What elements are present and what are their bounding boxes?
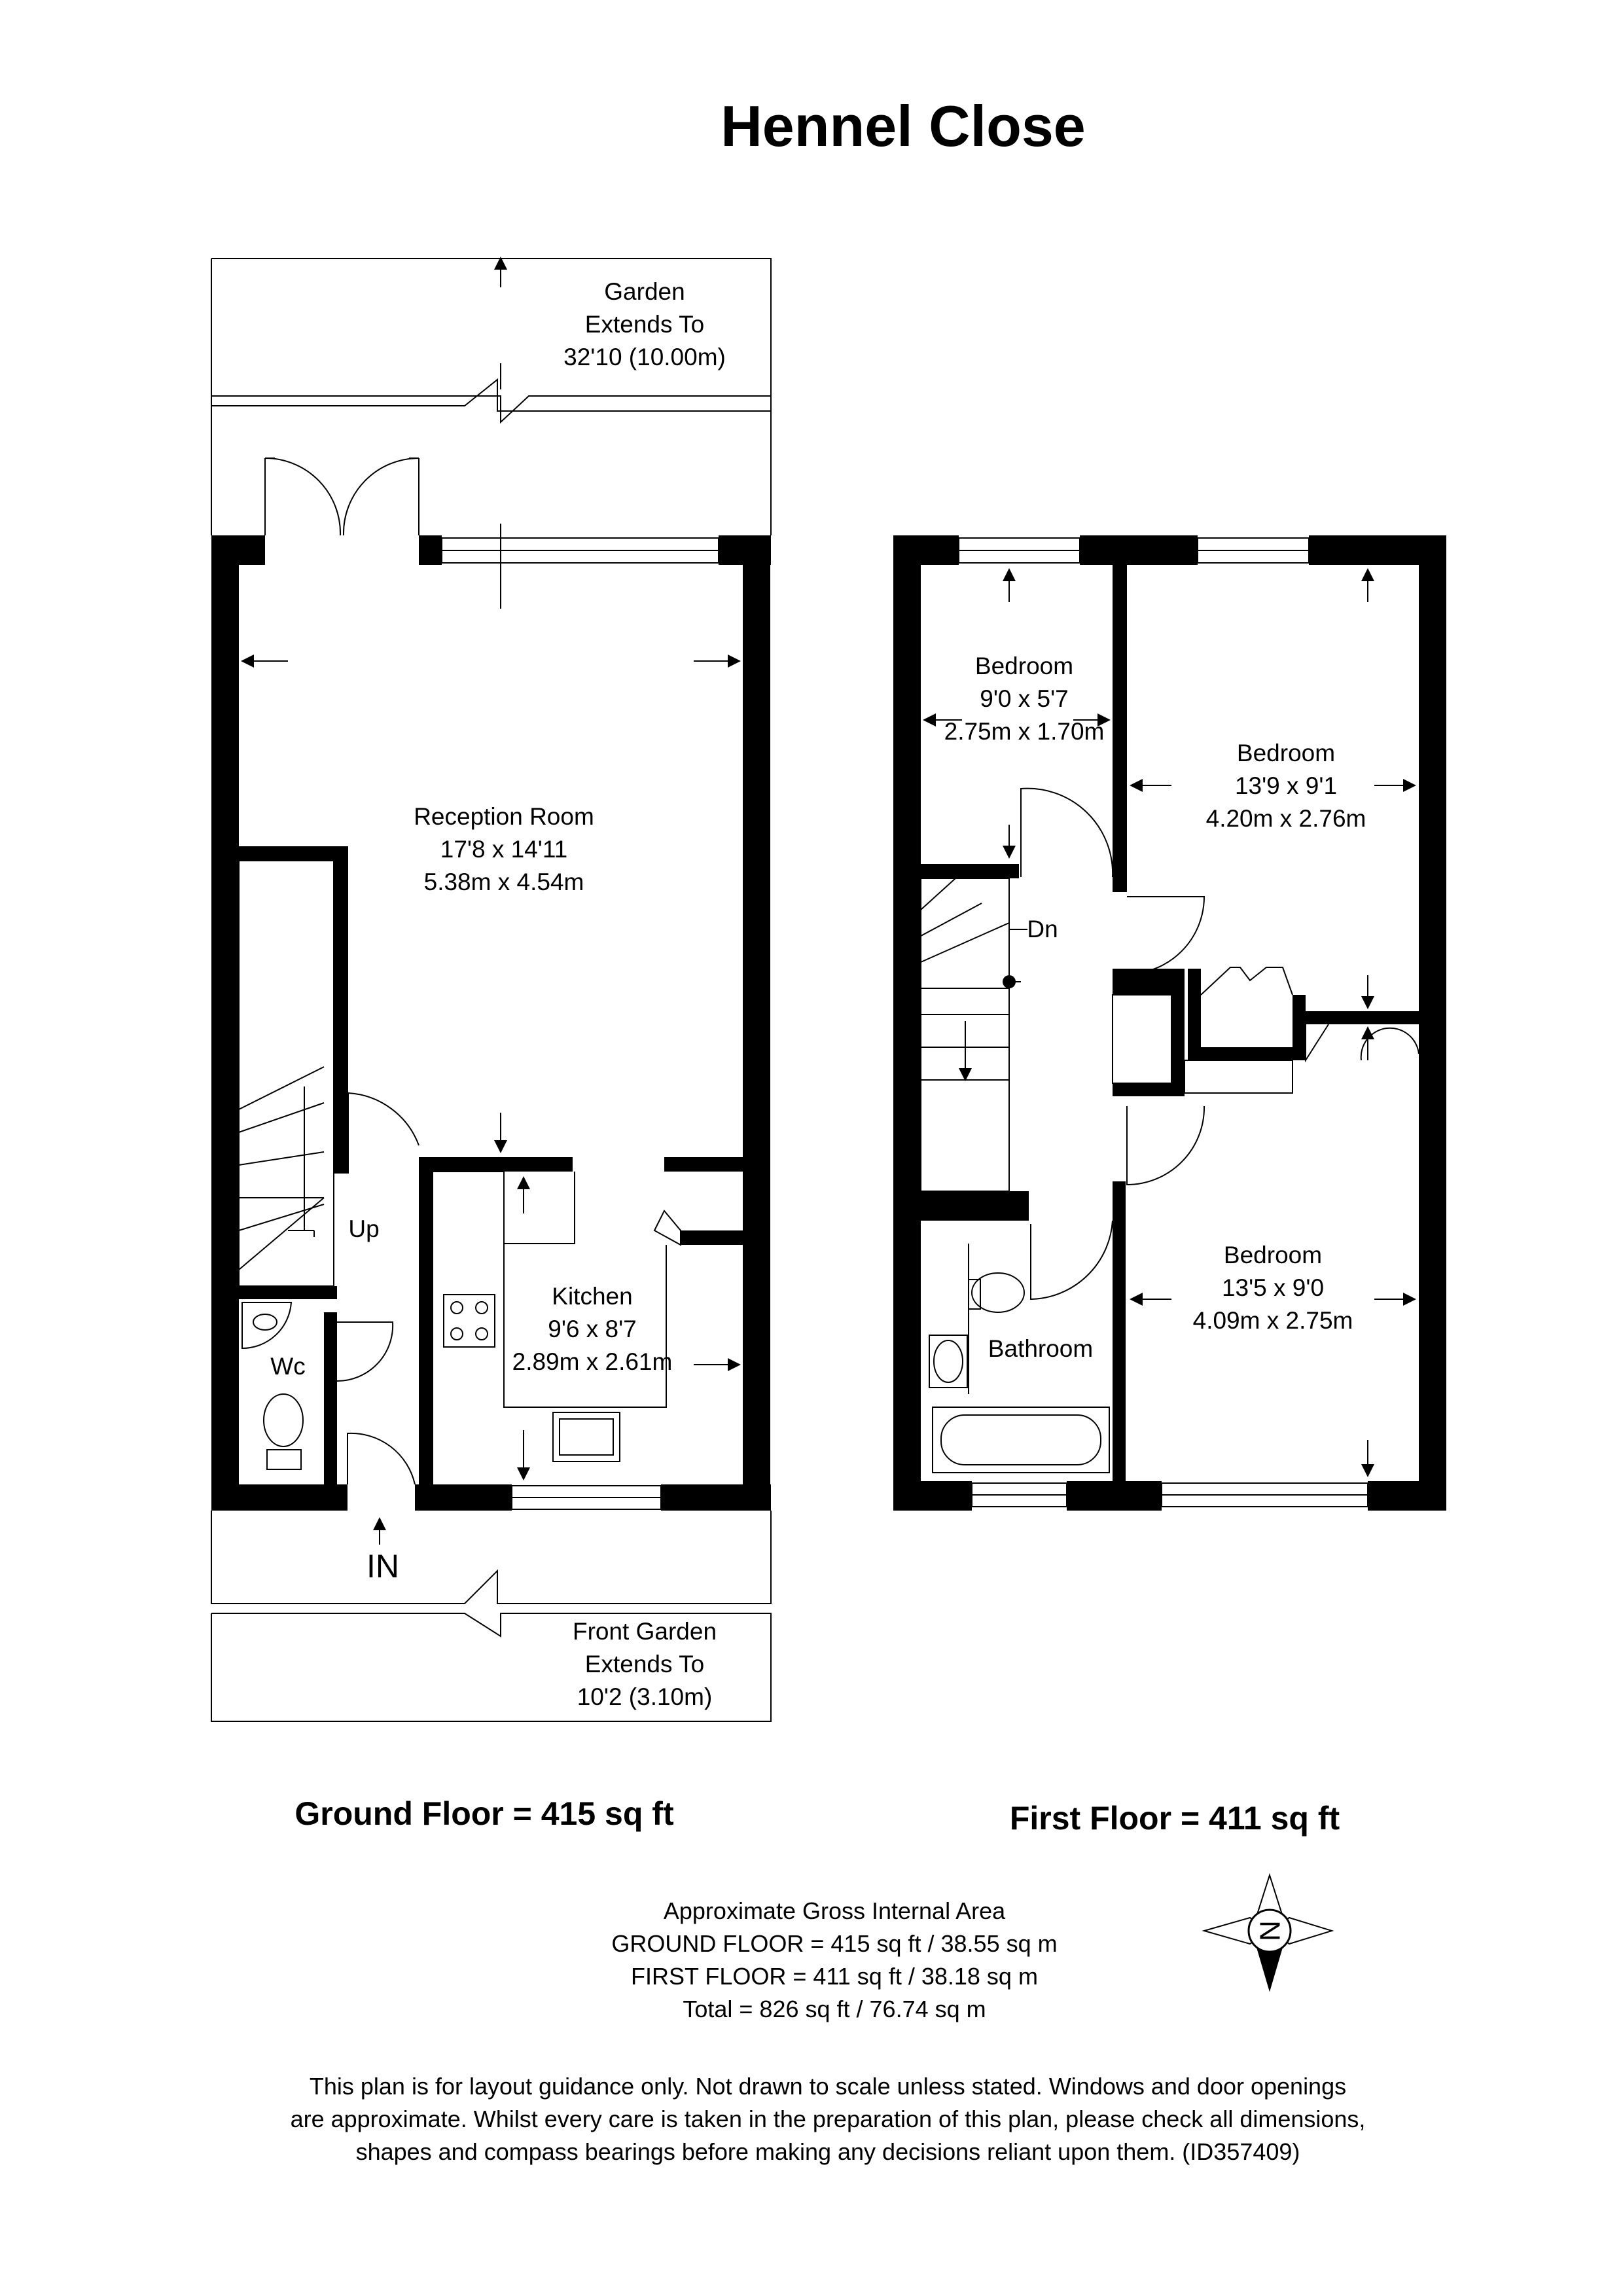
- area-summary-first: FIRST FLOOR = 411 sq ft / 38.18 sq m: [631, 1963, 1038, 1990]
- ground-floor-area: Ground Floor = 415 sq ft: [294, 1795, 674, 1832]
- first-floor: [893, 535, 1446, 1511]
- stairs-up-label: Up: [348, 1215, 380, 1242]
- area-summary: [611, 1897, 1057, 2022]
- bedroom-rear-label: Bedroom: [1236, 740, 1336, 766]
- bedroom-small-label: Bedroom: [974, 653, 1074, 679]
- first-floor-area: First Floor = 411 sq ft: [1009, 1800, 1340, 1837]
- front-garden-dimensions: 10'2 (3.10m): [577, 1683, 713, 1710]
- stairs-down: [921, 878, 1027, 1191]
- bedroom-front-label: Bedroom: [1223, 1242, 1323, 1268]
- area-summary-title: Approximate Gross Internal Area: [663, 1897, 1006, 1924]
- area-summary-ground: GROUND FLOOR = 415 sq ft / 38.55 sq m: [611, 1930, 1058, 1957]
- entrance-label: IN: [366, 1548, 399, 1585]
- front-garden-extends: Extends To: [584, 1651, 705, 1677]
- compass-letter: N: [1253, 1920, 1286, 1941]
- reception-room-metric: 5.38m x 4.54m: [423, 869, 584, 895]
- reception-room-imperial: 17'8 x 14'11: [440, 836, 568, 863]
- stairs-up: [239, 861, 334, 1286]
- disclaimer: [291, 2073, 1366, 2165]
- kitchen-metric: 2.89m x 2.61m: [512, 1348, 673, 1375]
- garden-label-extends: Extends To: [584, 311, 705, 338]
- reception-room-label: Reception Room: [414, 803, 594, 830]
- disclaimer-line-2: are approximate. Whilst every care is taken in the preparation of this plan, please check all dimensions,: [290, 2106, 1366, 2132]
- stairs-down-label: Dn: [1027, 916, 1058, 942]
- kitchen-imperial: 9'6 x 8'7: [548, 1316, 637, 1342]
- disclaimer-line-1: This plan is for layout guidance only. Not drawn to scale unless stated. Windows and door openings: [309, 2073, 1347, 2100]
- area-summary-total: Total = 826 sq ft / 76.74 sq m: [683, 1996, 986, 2022]
- bedroom-small-imperial: 9'0 x 5'7: [980, 685, 1069, 712]
- garden-area: [211, 258, 771, 535]
- bedroom-rear-imperial: 13'9 x 9'1: [1234, 772, 1338, 799]
- ground-floor: [211, 258, 771, 1721]
- wc-fixtures: [242, 1302, 306, 1469]
- wc-label: Wc: [270, 1353, 306, 1380]
- kitchen-label: Kitchen: [552, 1283, 633, 1310]
- bedroom-front-imperial: 13'5 x 9'0: [1221, 1274, 1325, 1301]
- bathroom-label: Bathroom: [988, 1335, 1094, 1362]
- bedroom-rear-metric: 4.20m x 2.76m: [1205, 805, 1366, 832]
- disclaimer-line-3: shapes and compass bearings before making any decisions reliant upon them. (ID357409): [355, 2138, 1300, 2165]
- plan-title: Hennel Close: [721, 94, 1086, 158]
- front-garden-label: Front Garden: [572, 1618, 717, 1645]
- compass-rose-icon: [1204, 1875, 1332, 1990]
- garden-dimensions: 32'10 (10.00m): [563, 344, 726, 370]
- bedroom-small-metric: 2.75m x 1.70m: [944, 718, 1105, 745]
- bedroom-front-metric: 4.09m x 2.75m: [1192, 1307, 1353, 1334]
- garden-label: Garden: [604, 278, 685, 305]
